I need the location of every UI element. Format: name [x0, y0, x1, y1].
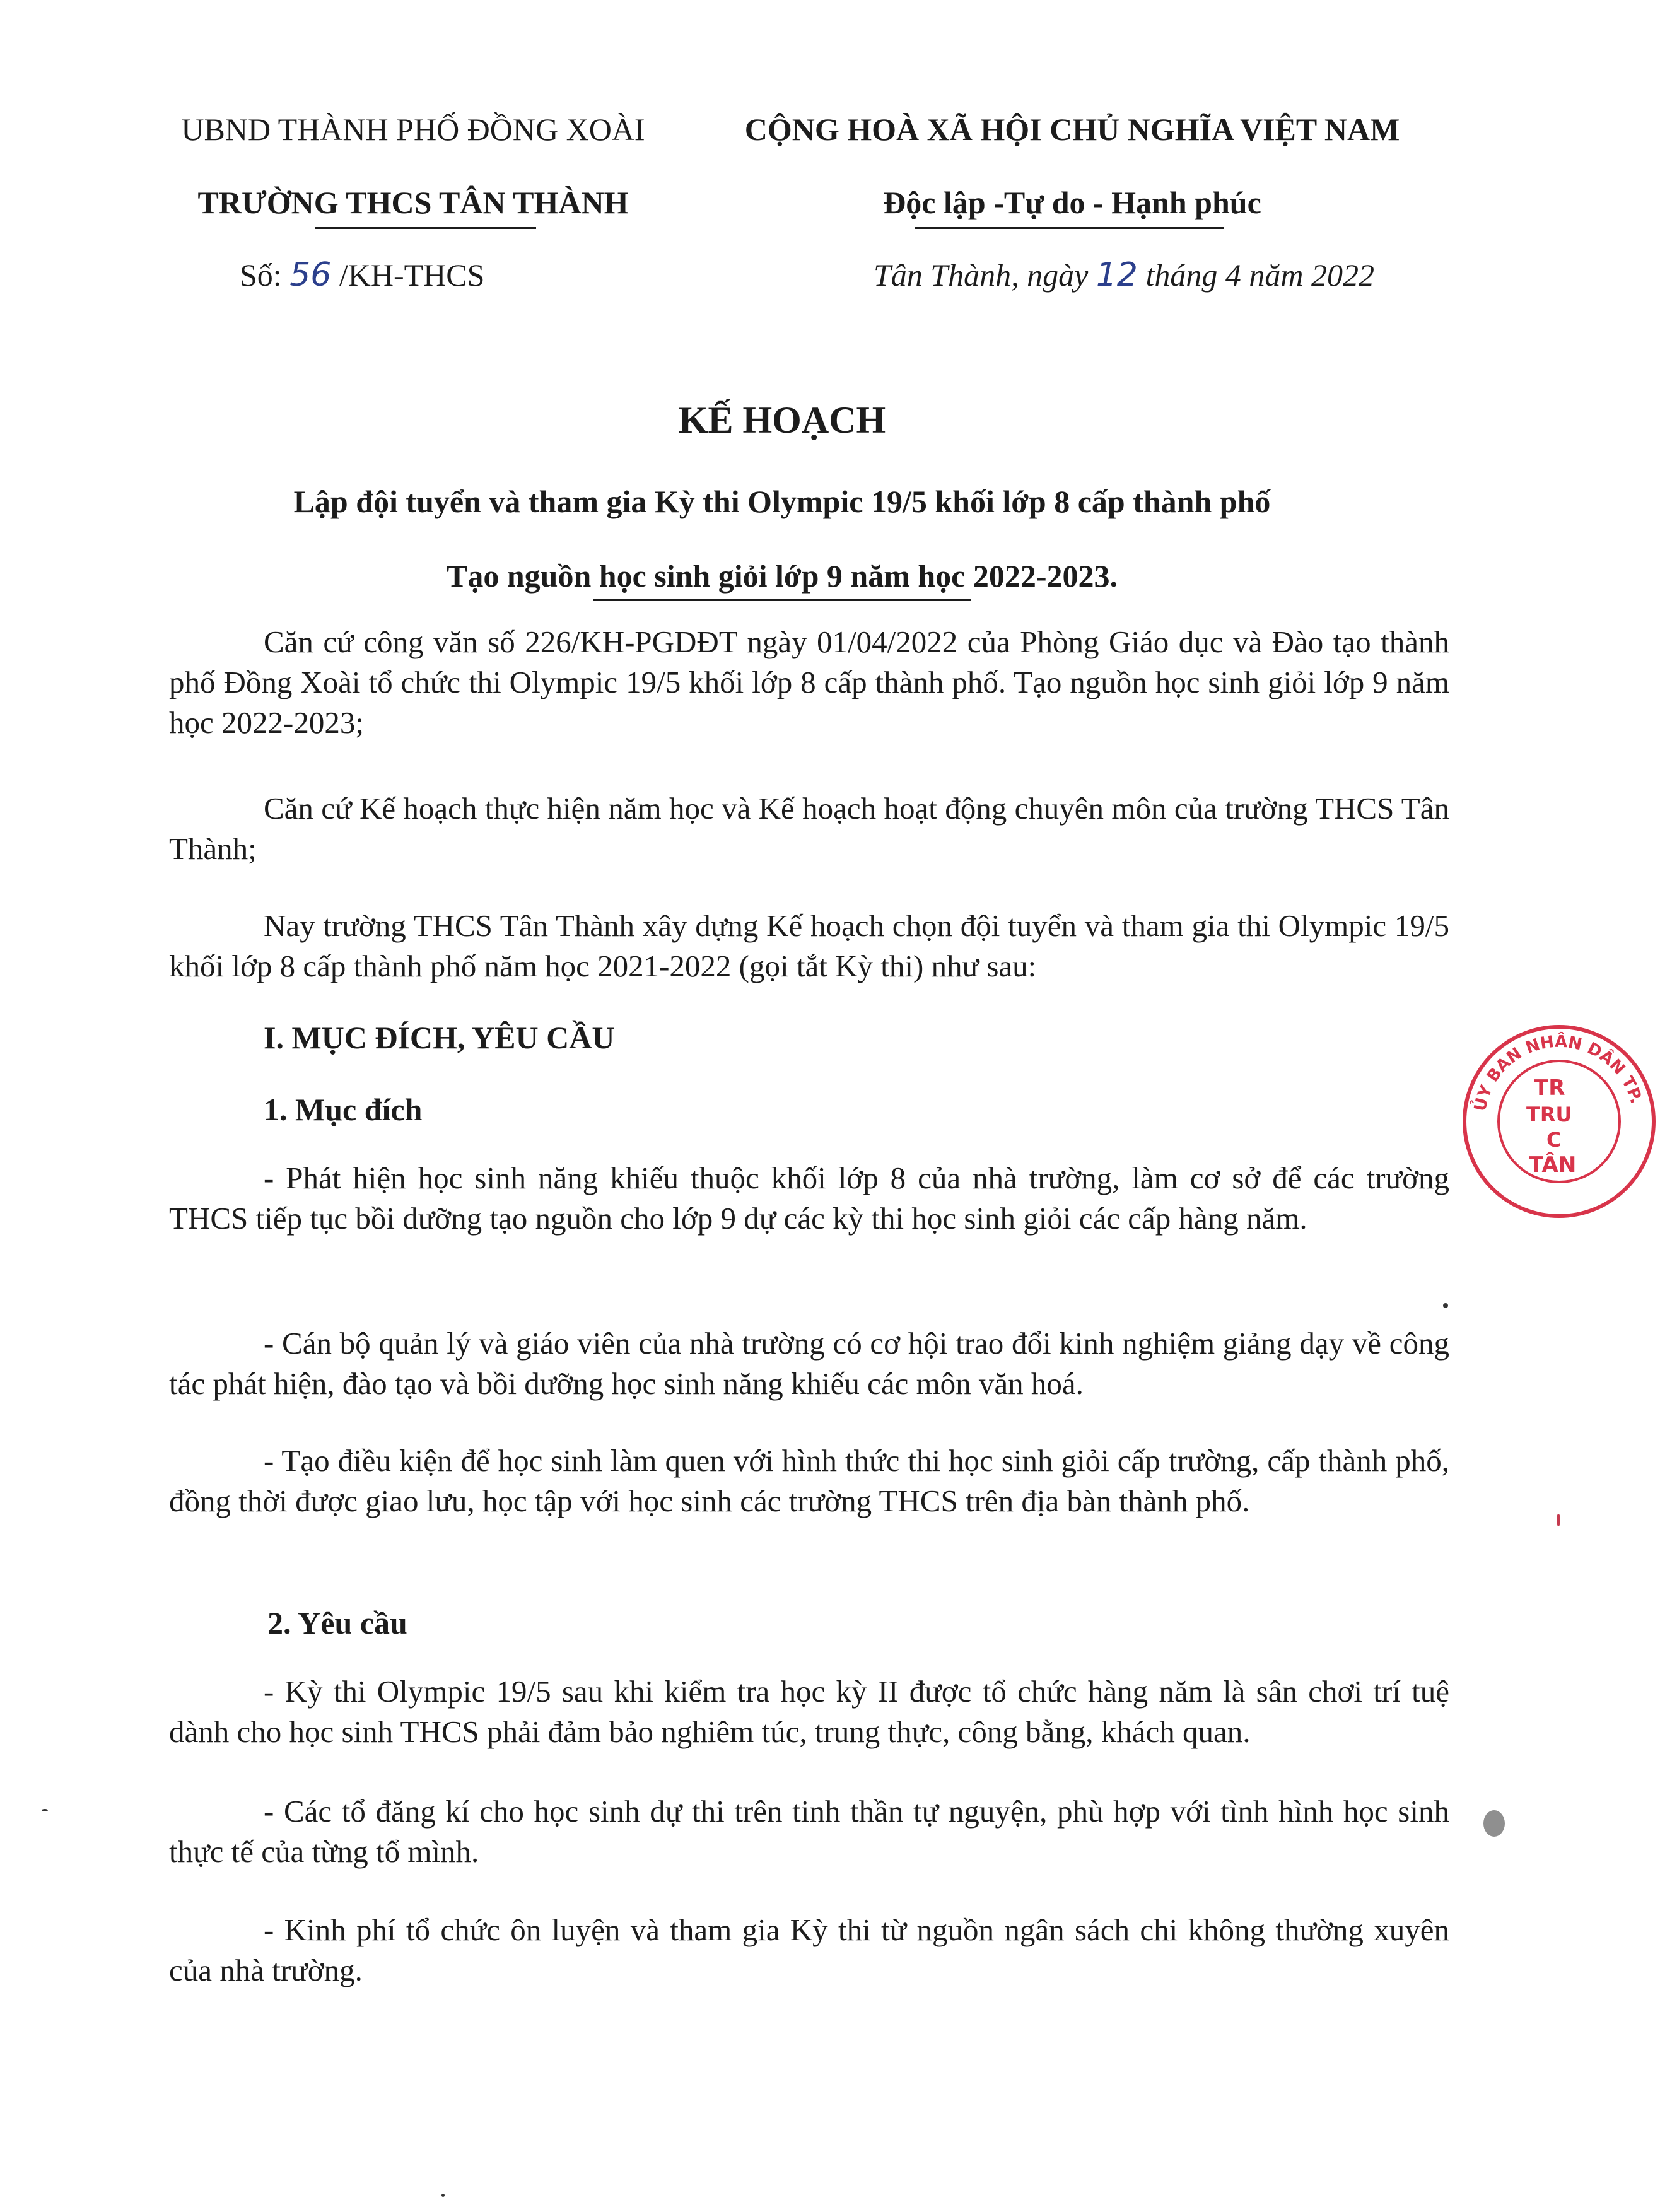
paragraph-introduction [169, 906, 1449, 986]
paragraph-text: Căn cứ Kế hoạch thực hiện năm học và Kế hoạch hoạt động chuyên môn của trường THCS Tân Thành; [169, 791, 1449, 866]
school-underline [315, 227, 536, 229]
purpose-item-2 [169, 1323, 1449, 1404]
seal-inner-line-2: TRU [1526, 1103, 1572, 1126]
section-heading-1: I. MỤC ĐÍCH, YÊU CẦU [264, 1020, 615, 1055]
scan-speck [42, 1809, 48, 1811]
paragraph-text: - Các tổ đăng kí cho học sinh dự thi trên tinh thần tự nguyện, phù hợp với tình hình học sinh thực tế của từng tổ mình. [169, 1794, 1449, 1869]
official-seal [1458, 1021, 1660, 1222]
seal-inner-line-4: TÂN [1529, 1152, 1577, 1178]
paragraph-legal-basis-2 [169, 788, 1449, 869]
title-subline-2: Tạo nguồn học sinh giỏi lớp 9 năm học 2022-2023. [446, 558, 1118, 594]
date-suffix: tháng 4 năm 2022 [1145, 257, 1374, 293]
purpose-item-3 [169, 1441, 1449, 1521]
date-day-handwritten: 12 [1096, 256, 1138, 294]
scan-speck [1557, 1514, 1560, 1526]
scan-speck [441, 2194, 445, 2197]
national-motto: Độc lập -Tự do - Hạnh phúc [883, 185, 1261, 220]
subsection-heading-requirements: 2. Yêu cầu [267, 1605, 407, 1641]
school-name: TRƯỜNG THCS TÂN THÀNH [197, 185, 629, 220]
paragraph-text: Căn cứ công văn số 226/KH-PGDĐT ngày 01/04/2022 của Phòng Giáo dục và Đào tạo thành phố Đồng Xoài tổ chức thi Olympic 19/5 khối lớp 8 cấp thành phố. Tạo nguồn học sinh giỏi lớp 9 năm học 2022-2023; [169, 624, 1449, 740]
subsection-heading-purpose: 1. Mục đích [264, 1092, 423, 1127]
document-number-prefix: Số: [240, 257, 282, 293]
motto-underline [915, 227, 1224, 229]
paragraph-text: - Kỳ thi Olympic 19/5 sau khi kiểm tra học kỳ II được tổ chức hàng năm là sân chơi trí tuệ dành cho học sinh THCS phải đảm bảo nghiêm túc, trung thực, công bằng, khách quan. [169, 1674, 1449, 1749]
paragraph-text: - Cán bộ quản lý và giáo viên của nhà trường có cơ hội trao đổi kinh nghiệm giảng dạy về công tác phát hiện, đào tạo và bồi dưỡng học sinh năng khiếu các môn văn hoá. [169, 1326, 1449, 1401]
requirement-item-1 [169, 1671, 1449, 1752]
requirement-item-3 [169, 1910, 1449, 1991]
title-subline-1: Lập đội tuyển và tham gia Kỳ thi Olympic 19/5 khối lớp 8 cấp thành phố [293, 484, 1271, 519]
paragraph-legal-basis-1 [169, 622, 1449, 743]
document-number-handwritten: 56 [289, 256, 332, 294]
document-number [240, 256, 484, 294]
seal-ring-text: ỦY BAN NHÂN DÂN TP. [1470, 1032, 1646, 1113]
nation-title: CỘNG HOÀ XÃ HỘI CHỦ NGHĨA VIỆT NAM [744, 112, 1400, 147]
paragraph-text: Nay trường THCS Tân Thành xây dựng Kế hoạch chọn đội tuyển và tham gia thi Olympic 19/5 khối lớp 8 cấp thành phố năm học 2021-2022 (gọi tắt Kỳ thi) như sau: [169, 908, 1449, 983]
document-number-suffix: /KH-THCS [339, 257, 485, 293]
authority-name: UBND THÀNH PHỐ ĐỒNG XOÀI [181, 112, 645, 147]
paragraph-text: - Phát hiện học sinh năng khiếu thuộc khối lớp 8 của nhà trường, làm cơ sở để các trường THCS tiếp tục bồi dưỡng tạo nguồn cho lớp 9 dự các kỳ thi học sinh giỏi các cấp hàng năm. [169, 1161, 1449, 1236]
paragraph-text: - Kinh phí tổ chức ôn luyện và tham gia Kỳ thi từ nguồn ngân sách chi không thường xuyên của nhà trường. [169, 1912, 1449, 1987]
document-title: KẾ HOẠCH [678, 399, 886, 441]
date-prefix: Tân Thành, ngày [874, 257, 1089, 293]
scan-speck [1483, 1810, 1505, 1837]
seal-inner-line-3: C [1546, 1128, 1562, 1152]
paragraph-text: - Tạo điều kiện để học sinh làm quen với hình thức thi học sinh giỏi cấp trường, cấp thành phố, đồng thời được giao lưu, học tập với học sinh các trường THCS trên địa bàn thành phố. [169, 1443, 1449, 1518]
title-underline [593, 599, 971, 601]
seal-inner-line-1: TR [1534, 1075, 1565, 1101]
purpose-item-1 [169, 1158, 1449, 1239]
document-date [874, 256, 1374, 294]
scan-speck [1443, 1303, 1448, 1308]
requirement-item-2 [169, 1791, 1449, 1872]
